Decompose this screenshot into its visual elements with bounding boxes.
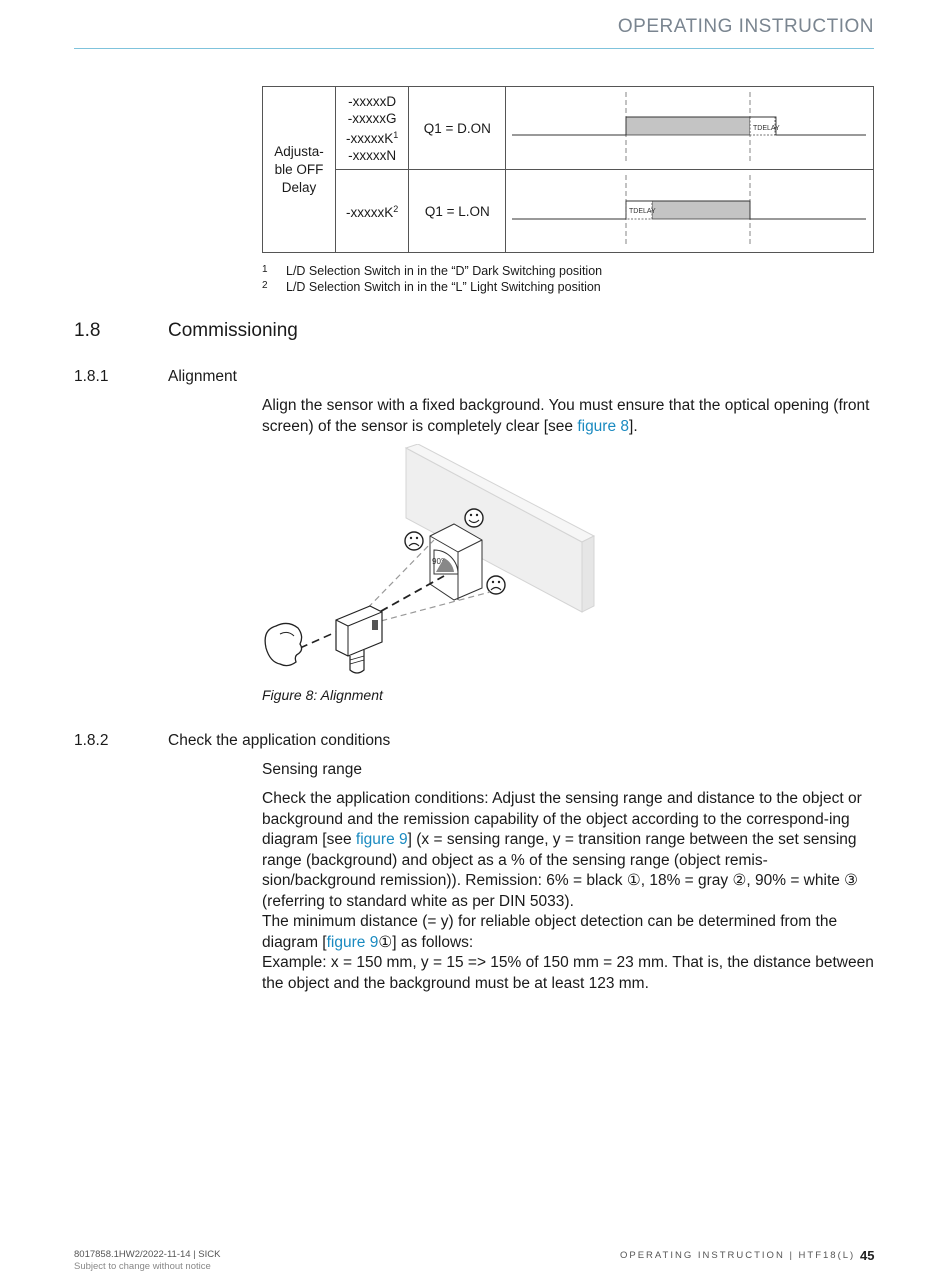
footnote-text: L/D Selection Switch in in the “L” Light Switching position	[286, 280, 601, 294]
mode-label: Adjusta-ble OFF Delay	[274, 143, 324, 195]
timing-diagram-cell	[506, 170, 874, 253]
subsection-number: 1.8.2	[74, 732, 109, 749]
footer-notice: Subject to change without notice	[74, 1261, 211, 1272]
timing-diagram-dark	[506, 87, 872, 169]
subsection-title: Alignment	[168, 368, 237, 385]
paragraph-text: Check the application conditions: Adjust the sensing range and distance to the object or background and the remission capability of the object according to the correspond-ing diagram [see	[262, 790, 862, 848]
output-cell: Q1 = D.ON	[409, 87, 506, 170]
output-cell: Q1 = L.ON	[409, 170, 506, 253]
variant-footnote-ref: 2	[393, 204, 399, 214]
happy-face-icon	[465, 509, 483, 527]
figure-8-link[interactable]: figure 8	[577, 417, 630, 435]
footnote	[262, 280, 601, 294]
variant-item: -xxxxxG	[347, 110, 397, 126]
footnote-text: L/D Selection Switch in in the “D” Dark Switching position	[286, 264, 603, 278]
mode-label-cell	[263, 87, 336, 253]
delay-timing-table	[262, 86, 874, 253]
footer-doc-id: 8017858.1HW2/2022-11-14 | SICK	[74, 1249, 221, 1260]
delay-label: TDELAY	[629, 208, 657, 215]
section-number: 1.8	[74, 320, 101, 341]
delay-label: TDELAY	[753, 125, 781, 132]
paragraph-1	[262, 789, 877, 912]
footnote-number: 1	[262, 264, 268, 275]
paragraph-text: The minimum distance (= y) for reliable object detection can be determined from the diagram [	[262, 913, 838, 951]
footnote-number: 2	[262, 280, 268, 291]
subsection-number: 1.8.1	[74, 368, 109, 385]
application-paragraph	[262, 789, 877, 994]
header-rule	[74, 48, 874, 49]
variant-item: -xxxxxK	[346, 205, 394, 220]
person-head-icon	[265, 623, 301, 665]
table-row	[263, 87, 874, 170]
table-row	[263, 170, 874, 253]
timing-diagram-cell	[506, 87, 874, 170]
figure-9-link[interactable]: figure 9	[326, 933, 379, 951]
section-title: Commissioning	[168, 320, 298, 341]
alignment-text-end: ].	[629, 417, 638, 435]
sad-face-icon	[405, 532, 423, 550]
figure-9-link[interactable]: figure 9	[355, 831, 408, 848]
paragraph-3: Example: x = 150 mm, y = 15 => 15% of 150 mm = 23 mm. That is, the distance between the object and the background must be at least 123 mm.	[262, 954, 874, 992]
footer-doc-info	[74, 1249, 220, 1273]
variant-footnote-ref: 1	[393, 129, 399, 140]
variant-cell	[336, 170, 409, 253]
variant-cell	[336, 87, 409, 170]
subsection-title: Check the application conditions	[168, 732, 391, 749]
alignment-figure	[258, 444, 598, 684]
paragraph-text: ] (x = sensing range, y = transition range between the set sensing range (background) and object as a % of the sensing range (object remis-sion/background remission)). Remission: 6% = black ①, 18% = gray ②, 90% = white ③ (referring to standard white as per DIN 5033).	[262, 831, 859, 910]
figure-caption: Figure 8: Alignment	[262, 687, 383, 703]
paragraph-text: ①] as follows:	[378, 933, 474, 951]
variant-item: -xxxxxK	[346, 130, 394, 146]
footer-title: OPERATING INSTRUCTION | HTF18(L)	[620, 1250, 856, 1261]
alignment-text: Align the sensor with a fixed background. You must ensure that the optical opening (front screen) of the sensor is completely clear [see	[262, 397, 870, 435]
timing-diagram-light	[506, 170, 872, 252]
footnote	[262, 264, 602, 278]
page-number: 45	[860, 1248, 875, 1263]
alignment-paragraph	[262, 396, 877, 437]
header-title: OPERATING INSTRUCTION	[617, 16, 874, 37]
subheading: Sensing range	[262, 761, 362, 778]
variant-item: -xxxxxN	[348, 147, 397, 163]
paragraph-2	[262, 912, 877, 953]
variant-item: -xxxxxD	[348, 93, 397, 109]
angle-label: 90°	[432, 557, 445, 566]
sad-face-icon	[487, 576, 505, 594]
